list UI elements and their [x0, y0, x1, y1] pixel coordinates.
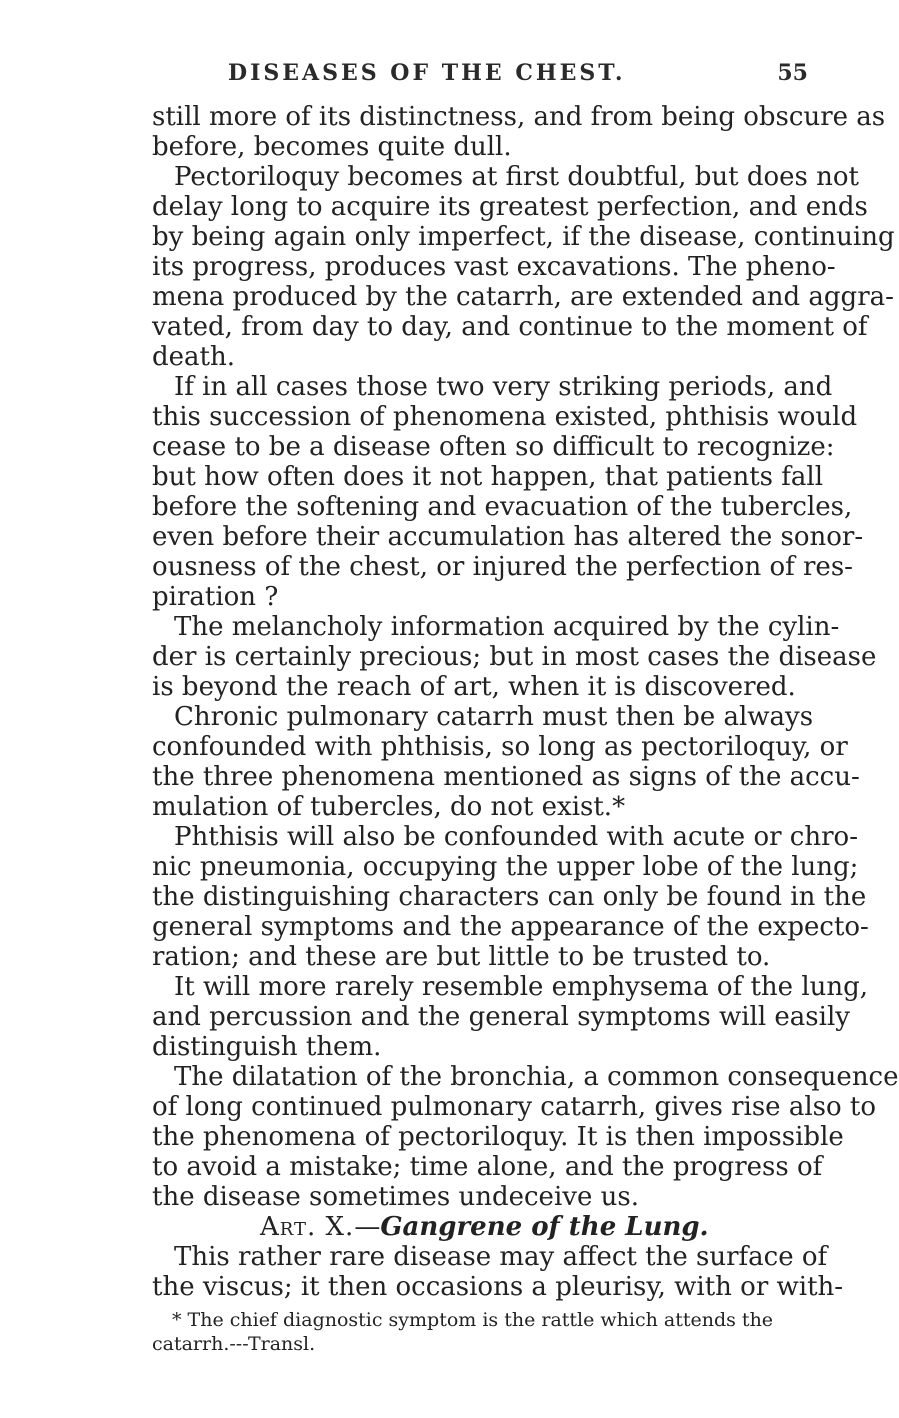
text-line: ousness of the chest, or injured the perfection of res-	[152, 552, 853, 582]
text-line: of long continued pulmonary catarrh, gives rise also to	[152, 1092, 877, 1122]
text-line: to avoid a mistake; time alone, and the progress of	[152, 1152, 823, 1182]
text-line: cease to be a disease often so difficult to recognize:	[152, 432, 835, 462]
text-line: If in all cases those two very striking periods, and	[174, 372, 833, 402]
text-line: ration; and these are but little to be trusted to.	[152, 942, 771, 972]
page-number: 55	[777, 60, 808, 86]
text-line: the three phenomena mentioned as signs of the accu-	[152, 762, 860, 792]
text-line: piration ?	[152, 582, 279, 612]
text-line: before the softening and evacuation of the tubercles,	[152, 492, 853, 522]
text-line: but how often does it not happen, that patients fall	[152, 462, 824, 492]
text-line: still more of its distinctness, and from being obscure as	[152, 102, 886, 132]
text-line: the distinguishing characters can only be found in the	[152, 882, 867, 912]
text-line: confounded with phthisis, so long as pectoriloquy, or	[152, 732, 848, 762]
text-line: der is certainly precious; but in most cases the disease	[152, 642, 877, 672]
text-line: mulation of tubercles, do not exist.*	[152, 792, 626, 822]
text-line: even before their accumulation has altered the sonor-	[152, 522, 864, 552]
text-line: It will more rarely resemble emphysema of the lung,	[174, 972, 869, 1002]
text-line: The melancholy information acquired by the cylin-	[174, 612, 840, 642]
text-line: this succession of phenomena existed, phthisis would	[152, 402, 858, 432]
text-line: the phenomena of pectoriloquy. It is then impossible	[152, 1122, 844, 1152]
text-line: by being again only imperfect, if the disease, continuing	[152, 222, 895, 252]
text-line: before, becomes quite dull.	[152, 132, 512, 162]
text-line: the viscus; it then occasions a pleurisy, with or with-	[152, 1272, 844, 1302]
running-head	[148, 60, 808, 100]
text-line: delay long to acquire its greatest perfection, and ends	[152, 192, 868, 222]
text-line: The dilatation of the bronchia, a common consequence	[174, 1062, 899, 1092]
text-line: the disease sometimes undeceive us.	[152, 1182, 639, 1212]
article-dash: —	[354, 1212, 381, 1242]
text-line: its progress, produces vast excavations. The pheno-	[152, 252, 836, 282]
text-line: death.	[152, 342, 235, 372]
text-line: mena produced by the catarrh, are extended and aggra-	[152, 282, 894, 312]
text-line: distinguish them.	[152, 1032, 382, 1062]
text-line: This rather rare disease may affect the surface of	[174, 1242, 828, 1272]
running-title: DISEASES OF THE CHEST.	[228, 60, 626, 86]
text-line: general symptoms and the appearance of the expecto-	[152, 912, 869, 942]
text-line: Pectoriloquy becomes at first doubtful, but does not	[174, 162, 859, 192]
article-title: Gangrene of the Lung.	[380, 1212, 709, 1242]
text-line: Chronic pulmonary catarrh must then be always	[174, 702, 814, 732]
article-label: Art. X.	[260, 1212, 355, 1242]
footnote-line: catarrh.---Transl.	[152, 1333, 316, 1355]
article-heading	[260, 1212, 709, 1242]
text-line: Phthisis will also be confounded with acute or chro-	[174, 822, 858, 852]
text-line: is beyond the reach of art, when it is discovered.	[152, 672, 796, 702]
text-line: and percussion and the general symptoms will easily	[152, 1002, 850, 1032]
text-line: vated, from day to day, and continue to the moment of	[152, 312, 868, 342]
text-line: nic pneumonia, occupying the upper lobe of the lung;	[152, 852, 859, 882]
footnote-line: * The chief diagnostic symptom is the rattle which attends the	[172, 1309, 774, 1331]
